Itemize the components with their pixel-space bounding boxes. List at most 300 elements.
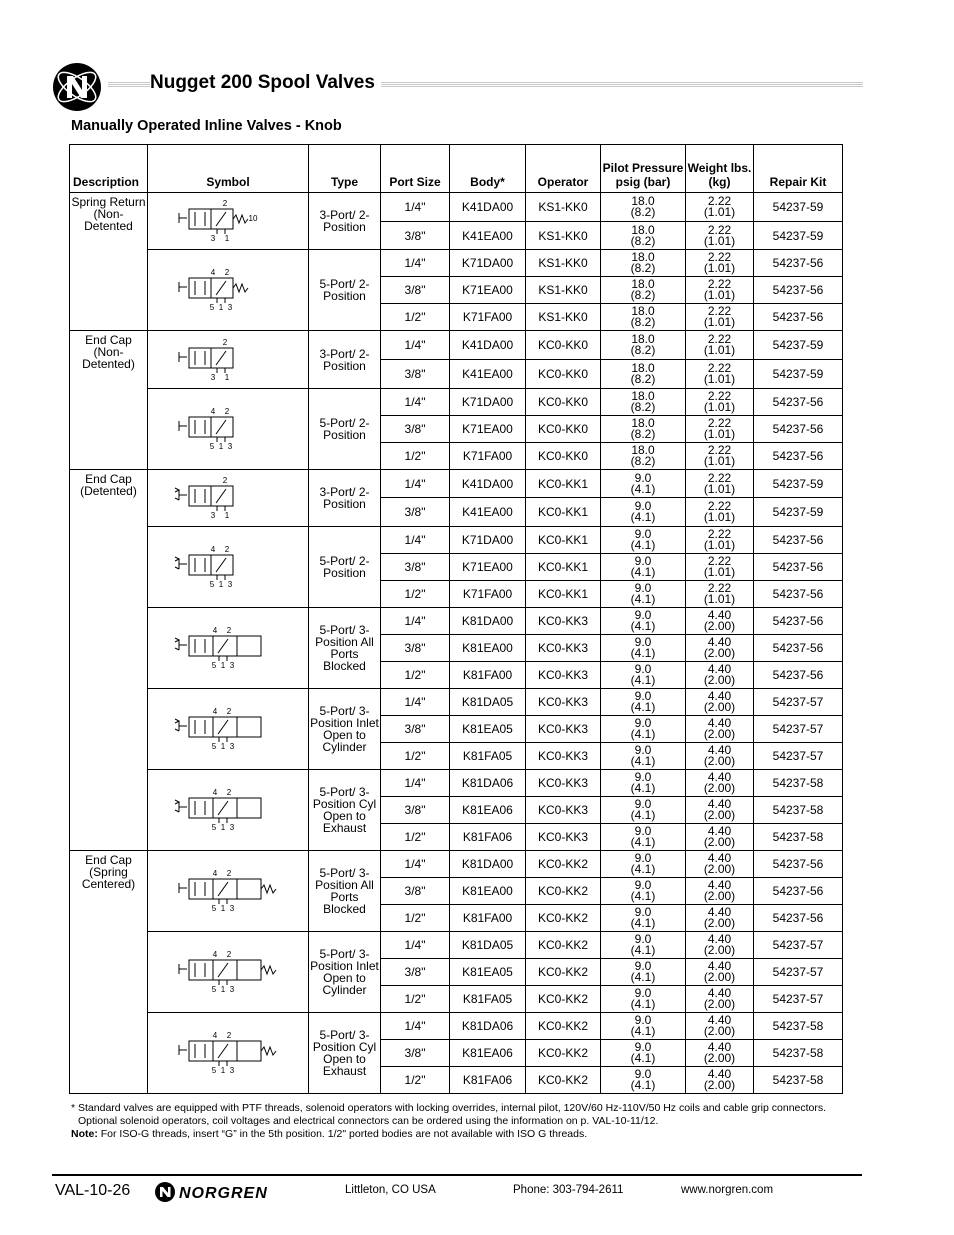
repair-kit: 54237-56	[754, 581, 843, 608]
symbol-port-label: 2	[222, 475, 228, 485]
valve-type: 5-Port/ 3-Position Cyl Open to Exhaust	[309, 1012, 381, 1093]
symbol-cell	[148, 527, 309, 608]
row-description: Spring Return (Non- Detented	[70, 193, 148, 331]
weight: 4.40 (2.00)	[686, 769, 754, 796]
symbol-port-label: 1	[218, 580, 224, 590]
pilot-pressure: 9.0 (4.1)	[601, 823, 686, 850]
weight: 2.22 (1.01)	[686, 498, 754, 527]
body-part-number: K71EA00	[450, 415, 526, 442]
weight: 2.22 (1.01)	[686, 554, 754, 581]
weight: 2.22 (1.01)	[686, 360, 754, 389]
symbol-port-label: 5	[211, 903, 217, 913]
weight: 4.40 (2.00)	[686, 1066, 754, 1093]
pilot-pressure: 9.0 (4.1)	[601, 931, 686, 958]
symbol-port-label: 3	[210, 510, 216, 520]
body-part-number: K81FA00	[450, 662, 526, 689]
column-header: Repair Kit	[754, 145, 843, 193]
body-part-number: K41DA00	[450, 331, 526, 360]
pilot-pressure: 9.0 (4.1)	[601, 527, 686, 554]
valve-symbol-icon	[173, 624, 283, 672]
symbol-port-label: 1	[220, 741, 226, 751]
valve-symbol-icon	[173, 1029, 283, 1077]
port-size: 1/4"	[381, 193, 450, 222]
valve-type: 5-Port/ 2-Position	[309, 388, 381, 469]
weight: 2.22 (1.01)	[686, 415, 754, 442]
row-description: End Cap (Spring Centered)	[70, 850, 148, 1093]
operator-part-number: KC0-KK0	[526, 442, 601, 469]
weight: 4.40 (2.00)	[686, 877, 754, 904]
symbol-cell	[148, 1012, 309, 1093]
body-part-number: K81FA06	[450, 1066, 526, 1093]
pilot-pressure: 18.0 (8.2)	[601, 331, 686, 360]
valve-type: 5-Port/ 3-Position All Ports Blocked	[309, 608, 381, 689]
symbol-port-label: 2	[226, 787, 232, 797]
footnote-line: * Standard valves are equipped with PTF threads, solenoid operators with locking overrides, internal pilot, 120V/60 Hz-110V/50 Hz coils and cable grip connectors.	[71, 1102, 827, 1114]
symbol-port-label: 1	[224, 372, 230, 382]
operator-part-number: KC0-KK1	[526, 527, 601, 554]
operator-part-number: KC0-KK2	[526, 1066, 601, 1093]
repair-kit: 54237-56	[754, 608, 843, 635]
pilot-pressure: 9.0 (4.1)	[601, 662, 686, 689]
body-part-number: K81EA06	[450, 796, 526, 823]
operator-part-number: KC0-KK2	[526, 904, 601, 931]
port-size: 1/4"	[381, 931, 450, 958]
symbol-port-label: 3	[229, 741, 235, 751]
operator-part-number: KC0-KK3	[526, 689, 601, 716]
port-size: 1/2"	[381, 1066, 450, 1093]
body-part-number: K81DA05	[450, 689, 526, 716]
row-description: End Cap (Non- Detented)	[70, 331, 148, 469]
operator-part-number: KC0-KK2	[526, 1012, 601, 1039]
pilot-pressure: 9.0 (4.1)	[601, 796, 686, 823]
symbol-cell	[148, 469, 309, 526]
body-part-number: K81FA00	[450, 904, 526, 931]
symbol-port-label: 2	[224, 406, 230, 416]
operator-part-number: KC0-KK2	[526, 877, 601, 904]
valve-symbol-icon	[173, 336, 283, 384]
repair-kit: 54237-57	[754, 931, 843, 958]
symbol-port-label: 2	[226, 626, 232, 636]
table-row	[70, 388, 843, 415]
weight: 4.40 (2.00)	[686, 662, 754, 689]
table-row	[70, 469, 843, 498]
table-row	[70, 250, 843, 277]
repair-kit: 54237-59	[754, 331, 843, 360]
table-row	[70, 331, 843, 360]
symbol-port-label: 2	[224, 545, 230, 555]
footer-website[interactable]: www.norgren.com	[681, 1184, 774, 1196]
valve-symbol-icon	[173, 948, 283, 996]
body-part-number: K71FA00	[450, 304, 526, 331]
table-row	[70, 608, 843, 635]
body-part-number: K71EA00	[450, 554, 526, 581]
port-size: 3/8"	[381, 1039, 450, 1066]
port-size: 1/2"	[381, 742, 450, 769]
section-title: Manually Operated Inline Valves - Knob	[71, 118, 342, 134]
column-header: Description	[70, 145, 148, 193]
port-size: 3/8"	[381, 221, 450, 250]
repair-kit: 54237-56	[754, 850, 843, 877]
valve-type: 5-Port/ 3-Position Cyl Open to Exhaust	[309, 769, 381, 850]
column-header: Body*	[450, 145, 526, 193]
page-number: VAL-10-26	[55, 1182, 131, 1199]
port-size: 3/8"	[381, 415, 450, 442]
symbol-port-label: 3	[229, 903, 235, 913]
operator-part-number: KS1-KK0	[526, 250, 601, 277]
pilot-pressure: 9.0 (4.1)	[601, 985, 686, 1012]
pilot-pressure: 9.0 (4.1)	[601, 635, 686, 662]
repair-kit: 54237-58	[754, 1066, 843, 1093]
port-size: 1/2"	[381, 985, 450, 1012]
weight: 4.40 (2.00)	[686, 716, 754, 743]
weight: 2.22 (1.01)	[686, 469, 754, 498]
symbol-port-label: 5	[209, 303, 215, 313]
repair-kit: 54237-56	[754, 277, 843, 304]
repair-kit: 54237-58	[754, 1039, 843, 1066]
symbol-port-label: 4	[210, 545, 216, 555]
operator-part-number: KC0-KK3	[526, 769, 601, 796]
symbol-port-label: 3	[227, 303, 233, 313]
repair-kit: 54237-59	[754, 498, 843, 527]
weight: 2.22 (1.01)	[686, 250, 754, 277]
footnotes	[71, 1102, 871, 1141]
pilot-pressure: 9.0 (4.1)	[601, 958, 686, 985]
column-header: Weight lbs. (kg)	[686, 145, 754, 193]
symbol-port-label: 1	[220, 661, 226, 671]
operator-part-number: KC0-KK2	[526, 931, 601, 958]
weight: 4.40 (2.00)	[686, 823, 754, 850]
body-part-number: K81EA05	[450, 716, 526, 743]
repair-kit: 54237-59	[754, 360, 843, 389]
port-size: 1/4"	[381, 250, 450, 277]
weight: 2.22 (1.01)	[686, 331, 754, 360]
body-part-number: K81EA00	[450, 635, 526, 662]
symbol-port-label: 5	[211, 822, 217, 832]
pilot-pressure: 18.0 (8.2)	[601, 304, 686, 331]
valve-type: 3-Port/ 2-Position	[309, 469, 381, 526]
pilot-pressure: 9.0 (4.1)	[601, 769, 686, 796]
pilot-pressure: 9.0 (4.1)	[601, 581, 686, 608]
pilot-pressure: 9.0 (4.1)	[601, 689, 686, 716]
valve-type: 5-Port/ 2-Position	[309, 250, 381, 331]
port-size: 1/2"	[381, 581, 450, 608]
table-header-row	[70, 145, 843, 193]
port-size: 1/2"	[381, 442, 450, 469]
operator-part-number: KC0-KK3	[526, 742, 601, 769]
symbol-cell	[148, 193, 309, 250]
pilot-pressure: 18.0 (8.2)	[601, 360, 686, 389]
symbol-cell	[148, 769, 309, 850]
symbol-port-label: 3	[227, 441, 233, 451]
body-part-number: K41EA00	[450, 360, 526, 389]
port-size: 1/4"	[381, 769, 450, 796]
page-title: Nugget 200 Spool Valves	[150, 72, 381, 94]
symbol-cell	[148, 250, 309, 331]
body-part-number: K41EA00	[450, 498, 526, 527]
operator-part-number: KC0-KK0	[526, 360, 601, 389]
symbol-port-label: 1	[220, 903, 226, 913]
symbol-port-label: 5	[209, 441, 215, 451]
repair-kit: 54237-56	[754, 388, 843, 415]
valve-type: 5-Port/ 3-Position Inlet Open to Cylinder	[309, 931, 381, 1012]
pilot-pressure: 18.0 (8.2)	[601, 277, 686, 304]
symbol-port-label: 5	[209, 580, 215, 590]
repair-kit: 54237-57	[754, 716, 843, 743]
body-part-number: K41EA00	[450, 221, 526, 250]
body-part-number: K81EA05	[450, 958, 526, 985]
weight: 2.22 (1.01)	[686, 193, 754, 222]
operator-part-number: KC0-KK1	[526, 498, 601, 527]
weight: 2.22 (1.01)	[686, 527, 754, 554]
body-part-number: K81FA06	[450, 823, 526, 850]
symbol-cell	[148, 689, 309, 770]
table-row	[70, 931, 843, 958]
pilot-pressure: 9.0 (4.1)	[601, 554, 686, 581]
valve-type: 5-Port/ 3-Position Inlet Open to Cylinder	[309, 689, 381, 770]
weight: 2.22 (1.01)	[686, 221, 754, 250]
pilot-pressure: 9.0 (4.1)	[601, 1012, 686, 1039]
pilot-pressure: 18.0 (8.2)	[601, 221, 686, 250]
port-size: 3/8"	[381, 877, 450, 904]
pilot-pressure: 18.0 (8.2)	[601, 388, 686, 415]
symbol-port-label: 2	[222, 199, 228, 209]
pilot-pressure: 9.0 (4.1)	[601, 608, 686, 635]
pilot-pressure: 9.0 (4.1)	[601, 1066, 686, 1093]
weight: 4.40 (2.00)	[686, 904, 754, 931]
symbol-port-label: 1	[218, 441, 224, 451]
symbol-port-label: 3	[210, 234, 216, 244]
table-row	[70, 193, 843, 222]
symbol-port-label: 4	[212, 868, 218, 878]
norgren-globe-icon	[52, 62, 102, 112]
symbol-port-label: 2	[222, 337, 228, 347]
weight: 4.40 (2.00)	[686, 608, 754, 635]
table-row	[70, 689, 843, 716]
symbol-port-label: 3	[229, 822, 235, 832]
repair-kit: 54237-56	[754, 527, 843, 554]
weight: 4.40 (2.00)	[686, 850, 754, 877]
repair-kit: 54237-58	[754, 1012, 843, 1039]
pilot-pressure: 18.0 (8.2)	[601, 442, 686, 469]
port-size: 1/2"	[381, 823, 450, 850]
port-size: 1/2"	[381, 662, 450, 689]
pilot-pressure: 9.0 (4.1)	[601, 498, 686, 527]
pilot-pressure: 18.0 (8.2)	[601, 415, 686, 442]
column-header: Pilot Pressure psig (bar)	[601, 145, 686, 193]
table-row	[70, 850, 843, 877]
port-size: 1/4"	[381, 388, 450, 415]
port-size: 3/8"	[381, 498, 450, 527]
weight: 4.40 (2.00)	[686, 689, 754, 716]
norgren-logo	[154, 1181, 288, 1203]
symbol-port-label: 4	[212, 626, 218, 636]
repair-kit: 54237-57	[754, 958, 843, 985]
operator-part-number: KC0-KK3	[526, 716, 601, 743]
brand-wordmark: NORGREN	[179, 1185, 268, 1202]
repair-kit: 54237-56	[754, 442, 843, 469]
repair-kit: 54237-56	[754, 877, 843, 904]
symbol-port-label: 3	[210, 372, 216, 382]
body-part-number: K81DA06	[450, 769, 526, 796]
pilot-pressure: 9.0 (4.1)	[601, 850, 686, 877]
pilot-pressure: 18.0 (8.2)	[601, 250, 686, 277]
pilot-pressure: 18.0 (8.2)	[601, 193, 686, 222]
symbol-port-label: 2	[226, 706, 232, 716]
column-header: Symbol	[148, 145, 309, 193]
weight: 4.40 (2.00)	[686, 931, 754, 958]
body-part-number: K71DA00	[450, 250, 526, 277]
repair-kit: 54237-59	[754, 193, 843, 222]
valve-symbol-icon	[173, 197, 283, 245]
operator-part-number: KC0-KK1	[526, 581, 601, 608]
repair-kit: 54237-59	[754, 221, 843, 250]
weight: 2.22 (1.01)	[686, 304, 754, 331]
symbol-port-label: 4	[210, 406, 216, 416]
port-size: 1/4"	[381, 608, 450, 635]
valve-type: 3-Port/ 2-Position	[309, 331, 381, 388]
body-part-number: K71DA00	[450, 388, 526, 415]
operator-part-number: KC0-KK3	[526, 823, 601, 850]
repair-kit: 54237-58	[754, 769, 843, 796]
repair-kit: 54237-57	[754, 689, 843, 716]
symbol-port-label: 3	[229, 661, 235, 671]
repair-kit: 54237-56	[754, 554, 843, 581]
pilot-pressure: 9.0 (4.1)	[601, 1039, 686, 1066]
repair-kit: 54237-58	[754, 796, 843, 823]
valve-symbol-icon	[173, 543, 283, 591]
symbol-port-label: 2	[226, 868, 232, 878]
weight: 4.40 (2.00)	[686, 742, 754, 769]
operator-part-number: KC0-KK0	[526, 415, 601, 442]
port-size: 1/4"	[381, 1012, 450, 1039]
weight: 2.22 (1.01)	[686, 442, 754, 469]
port-size: 3/8"	[381, 554, 450, 581]
row-description: End Cap (Detented)	[70, 469, 148, 850]
port-size: 1/4"	[381, 689, 450, 716]
symbol-port-label: 2	[224, 268, 230, 278]
valve-type: 3-Port/ 2-Position	[309, 193, 381, 250]
footer-rule	[52, 1174, 862, 1176]
port-size: 3/8"	[381, 360, 450, 389]
operator-part-number: KC0-KK2	[526, 850, 601, 877]
weight: 4.40 (2.00)	[686, 985, 754, 1012]
port-size: 3/8"	[381, 796, 450, 823]
body-part-number: K71FA00	[450, 442, 526, 469]
pilot-pressure: 9.0 (4.1)	[601, 877, 686, 904]
valve-type: 5-Port/ 3-Position All Ports Blocked	[309, 850, 381, 931]
pilot-pressure: 9.0 (4.1)	[601, 742, 686, 769]
symbol-port-label: 2	[226, 949, 232, 959]
symbol-cell	[148, 608, 309, 689]
valve-spec-table	[69, 144, 843, 1094]
repair-kit: 54237-59	[754, 469, 843, 498]
symbol-cell	[148, 388, 309, 469]
operator-part-number: KC0-KK2	[526, 1039, 601, 1066]
symbol-cell	[148, 931, 309, 1012]
port-size: 1/2"	[381, 904, 450, 931]
column-header: Type	[309, 145, 381, 193]
operator-part-number: KC0-KK3	[526, 608, 601, 635]
footnote-note	[71, 1128, 871, 1141]
weight: 4.40 (2.00)	[686, 635, 754, 662]
body-part-number: K81DA06	[450, 1012, 526, 1039]
footnote-line: Optional solenoid operators, coil voltages and electrical connectors can be ordered using the information on p. VAL-10-11/12.	[78, 1115, 659, 1127]
valve-symbol-icon	[173, 474, 283, 522]
operator-part-number: KC0-KK0	[526, 331, 601, 360]
repair-kit: 54237-56	[754, 662, 843, 689]
symbol-port-label: 4	[212, 1030, 218, 1040]
body-part-number: K41DA00	[450, 469, 526, 498]
footer-phone: Phone: 303-794-2611	[513, 1184, 624, 1196]
operator-part-number: KS1-KK0	[526, 277, 601, 304]
operator-part-number: KC0-KK1	[526, 554, 601, 581]
table-row	[70, 769, 843, 796]
symbol-port-label: 1	[218, 303, 224, 313]
symbol-port-label: 1	[224, 234, 230, 244]
note-label: Note:	[71, 1128, 98, 1140]
repair-kit: 54237-56	[754, 635, 843, 662]
operator-part-number: KS1-KK0	[526, 221, 601, 250]
port-size: 1/2"	[381, 304, 450, 331]
valve-symbol-icon	[173, 786, 283, 834]
body-part-number: K81DA00	[450, 850, 526, 877]
symbol-port-label: 5	[211, 1065, 217, 1075]
repair-kit: 54237-56	[754, 904, 843, 931]
symbol-port-label: 4	[210, 268, 216, 278]
port-size: 1/4"	[381, 469, 450, 498]
weight: 2.22 (1.01)	[686, 277, 754, 304]
symbol-port-label: 4	[212, 787, 218, 797]
port-size: 1/4"	[381, 527, 450, 554]
body-part-number: K81FA05	[450, 742, 526, 769]
symbol-port-label: 5	[211, 984, 217, 994]
body-part-number: K71DA00	[450, 527, 526, 554]
repair-kit: 54237-57	[754, 742, 843, 769]
weight: 4.40 (2.00)	[686, 796, 754, 823]
table-row	[70, 1012, 843, 1039]
operator-part-number: KC0-KK1	[526, 469, 601, 498]
port-size: 3/8"	[381, 635, 450, 662]
valve-symbol-icon	[173, 705, 283, 753]
body-part-number: K41DA00	[450, 193, 526, 222]
weight: 2.22 (1.01)	[686, 581, 754, 608]
port-size: 3/8"	[381, 958, 450, 985]
operator-part-number: KS1-KK0	[526, 304, 601, 331]
symbol-port-label: 1	[220, 984, 226, 994]
valve-symbol-icon	[173, 405, 283, 453]
body-part-number: K71FA00	[450, 581, 526, 608]
symbol-port-label: 3	[227, 580, 233, 590]
body-part-number: K71EA00	[450, 277, 526, 304]
repair-kit: 54237-58	[754, 823, 843, 850]
weight: 2.22 (1.01)	[686, 388, 754, 415]
body-part-number: K81DA05	[450, 931, 526, 958]
operator-part-number: KC0-KK3	[526, 635, 601, 662]
symbol-port-label: 1	[220, 822, 226, 832]
valve-symbol-icon	[173, 867, 283, 915]
symbol-port-label: 3	[229, 984, 235, 994]
valve-symbol-icon	[173, 266, 283, 314]
port-size: 1/4"	[381, 331, 450, 360]
weight: 4.40 (2.00)	[686, 1039, 754, 1066]
body-part-number: K81FA05	[450, 985, 526, 1012]
weight: 4.40 (2.00)	[686, 958, 754, 985]
repair-kit: 54237-57	[754, 985, 843, 1012]
operator-part-number: KC0-KK0	[526, 388, 601, 415]
table-row	[70, 527, 843, 554]
port-size: 3/8"	[381, 277, 450, 304]
repair-kit: 54237-56	[754, 250, 843, 277]
